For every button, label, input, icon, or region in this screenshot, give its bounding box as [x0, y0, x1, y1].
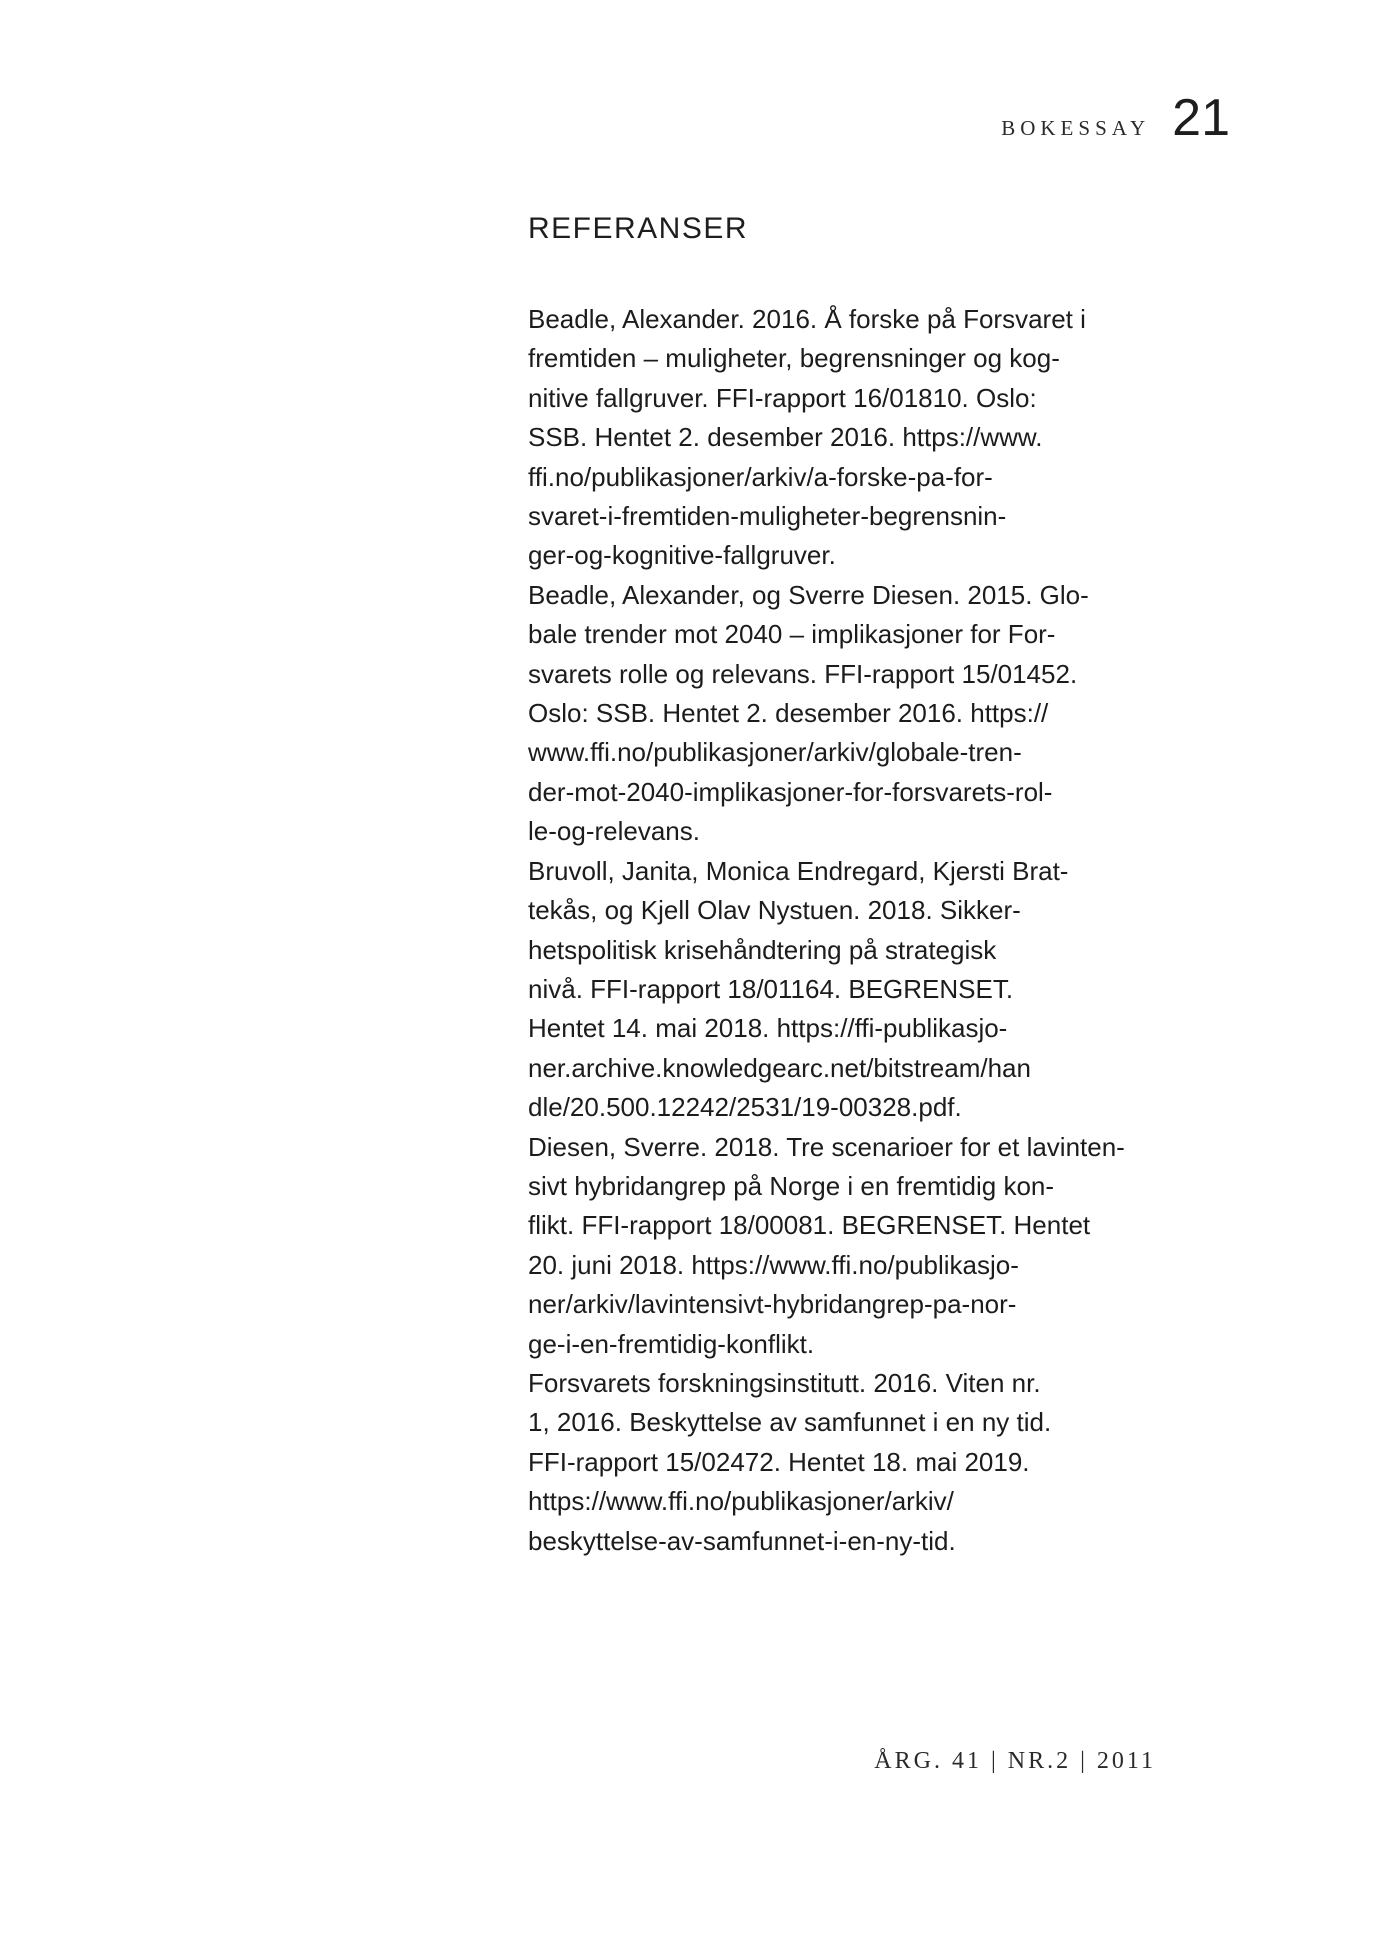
reference-line: nitive fallgruver. FFI-rapport 16/01810. Oslo: — [528, 382, 1037, 413]
reference-line: tekås, og Kjell Olav Nystuen. 2018. Sikker- — [528, 895, 1021, 926]
reference-entry — [528, 1364, 1138, 1561]
reference-line: www.ffi.no/publikasjoner/arkiv/globale-tren- — [528, 737, 1022, 768]
reference-line: Hentet 14. mai 2018. https://ffi-publikasjo- — [528, 1013, 1008, 1044]
reference-entry — [528, 300, 1138, 576]
reference-line: svaret-i-fremtiden-muligheter-begrensnin- — [528, 501, 1007, 532]
section-name: BOKESSAY — [1001, 116, 1151, 140]
reference-line: https://www.ffi.no/publikasjoner/arkiv/ — [528, 1486, 954, 1517]
reference-line: sivt hybridangrep på Norge i en fremtidig kon- — [528, 1170, 1055, 1201]
reference-line: Beadle, Alexander. 2016. Å forske på Forsvaret i — [528, 304, 1086, 334]
page-number: 21 — [1172, 89, 1230, 147]
reference-line: bale trender mot 2040 – implikasjoner for For- — [528, 619, 1056, 650]
journal-footer: ÅRG. 41 | NR.2 | 2011 — [874, 1748, 1156, 1774]
reference-line: ge-i-en-fremtidig-konflikt. — [528, 1328, 815, 1359]
reference-line: Beadle, Alexander, og Sverre Diesen. 2015. Glo- — [528, 579, 1089, 610]
reference-line: ner/arkiv/lavintensivt-hybridangrep-pa-nor- — [528, 1289, 1017, 1320]
reference-line: FFI-rapport 15/02472. Hentet 18. mai 2019. — [528, 1446, 1030, 1477]
reference-entry — [528, 852, 1138, 1128]
reference-line: fremtiden – muligheter, begrensninger og kog- — [528, 343, 1060, 374]
reference-line: 20. juni 2018. https://www.ffi.no/publikasjo- — [528, 1249, 1019, 1280]
reference-line: SSB. Hentet 2. desember 2016. https://www. — [528, 422, 1043, 453]
reference-entry — [528, 576, 1138, 852]
reference-line: le-og-relevans. — [528, 816, 700, 847]
reference-line: Forsvarets forskningsinstitutt. 2016. Viten nr. — [528, 1367, 1041, 1398]
reference-line: dle/20.500.12242/2531/19-00328.pdf. — [528, 1092, 962, 1123]
reference-line: beskyttelse-av-samfunnet-i-en-ny-tid. — [528, 1525, 956, 1556]
reference-entry — [528, 1128, 1138, 1364]
reference-line: flikt. FFI-rapport 18/00081. BEGRENSET. Hentet — [528, 1210, 1091, 1241]
reference-line: svarets rolle og relevans. FFI-rapport 15/01452. — [528, 658, 1078, 689]
running-head — [1001, 89, 1230, 147]
reference-line: Oslo: SSB. Hentet 2. desember 2016. https:// — [528, 698, 1049, 729]
reference-line: ffi.no/publikasjoner/arkiv/a-forske-pa-for- — [528, 461, 993, 492]
reference-list — [528, 300, 1138, 1561]
reference-line: Diesen, Sverre. 2018. Tre scenarioer for et lavinten- — [528, 1131, 1125, 1162]
reference-line: hetspolitisk krisehåndtering på strategisk — [528, 934, 997, 965]
reference-line: 1, 2016. Beskyttelse av samfunnet i en ny tid. — [528, 1407, 1052, 1438]
reference-line: der-mot-2040-implikasjoner-for-forsvarets-rol- — [528, 776, 1053, 807]
reference-line: Bruvoll, Janita, Monica Endregard, Kjersti Brat- — [528, 855, 1069, 886]
reference-line: ner.archive.knowledgearc.net/bitstream/han — [528, 1052, 1031, 1083]
reference-line: nivå. FFI-rapport 18/01164. BEGRENSET. — [528, 973, 1014, 1004]
references-heading: REFERANSER — [528, 212, 749, 245]
reference-line: ger-og-kognitive-fallgruver. — [528, 540, 836, 571]
